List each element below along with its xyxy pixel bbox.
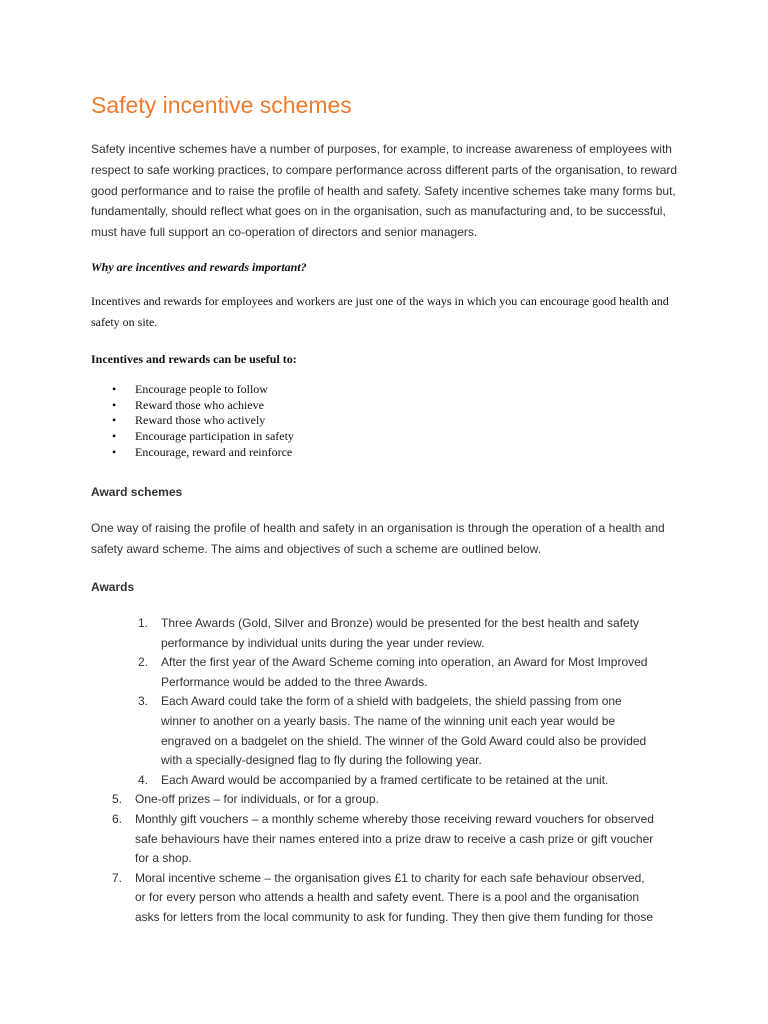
- incentive-item-line: Monthly gift vouchers – a monthly scheme whereby those receiving reward vouchers for observed: [135, 811, 654, 826]
- award-item-line: Three Awards (Gold, Silver and Bronze) would be presented for the best health and safety: [161, 616, 640, 630]
- award-item-line: with a specially-designed flag to fly during the following year.: [161, 753, 482, 768]
- award-item-number: 1.: [138, 616, 149, 630]
- award-item: [0, 692, 654, 770]
- bullet-item: [0, 382, 294, 398]
- bullet-text: Encourage, reward and reinforce: [135, 444, 293, 459]
- awards-heading: Awards: [91, 580, 135, 594]
- award-item: [0, 614, 654, 653]
- bullet-icon: •: [112, 382, 117, 396]
- incentive-item-line: Moral incentive scheme – the organisation gives £1 to charity for each safe behaviour observed,: [135, 870, 645, 885]
- bullet-text: Encourage people to follow: [135, 382, 268, 396]
- award-item-number: 3.: [138, 694, 149, 709]
- incentive-item-line: safe behaviours have their names entered into a prize draw to receive a cash prize or gift voucher: [135, 831, 654, 846]
- award-item-line: engraved on a badgelet on the shield. The winner of the Gold Award could also be provided: [161, 733, 647, 748]
- incentive-item-line: for a shop.: [135, 851, 192, 866]
- bullet-item: [0, 413, 294, 429]
- award-item-line: Each Award would be accompanied by a framed certificate to be retained at the unit.: [161, 772, 609, 787]
- incentive-bullet-list: [0, 382, 294, 460]
- bullet-item: [0, 429, 294, 445]
- incentive-item: [0, 869, 654, 928]
- bullet-text: Reward those who actively: [135, 413, 266, 428]
- award-item: [0, 771, 654, 791]
- award-item-number: 4.: [138, 772, 149, 787]
- bullet-icon: •: [112, 429, 117, 444]
- awards-list: [0, 614, 654, 928]
- award-schemes-paragraph: One way of raising the profile of health and safety in an organisation is through the operation of a health and safety award scheme. The aims and objectives of such a scheme are outlined below.: [91, 521, 665, 556]
- bullet-icon: •: [112, 413, 117, 428]
- incentive-item: [0, 790, 654, 810]
- page-title: Safety incentive schemes: [91, 92, 352, 118]
- award-item-number: 2.: [138, 655, 149, 670]
- incentive-item-number: 6.: [112, 811, 123, 826]
- award-item-line: winner to another on a yearly basis. The name of the winning unit each year would be: [161, 713, 616, 728]
- incentive-item-number: 5.: [112, 792, 123, 807]
- award-item-line: After the first year of the Award Scheme coming into operation, an Award for Most Improved: [161, 655, 648, 670]
- incentive-item-line: or for every person who attends a health and safety event. There is a pool and the organisation: [135, 890, 640, 905]
- incentive-item-line: asks for letters from the local community to ask for funding. They then give them funding for those: [135, 909, 654, 924]
- bullet-text: Reward those who achieve: [135, 397, 264, 412]
- incentive-item-line: One-off prizes – for individuals, or for a group.: [135, 792, 379, 807]
- bullet-item: [0, 398, 294, 414]
- intro-paragraph: Safety incentive schemes have a number of purposes, for example, to increase awareness of employees with respect to safe working practices, to compare performance across different parts of the organisation, to reward good performance and to raise the profile of health and safety. Safety incentive schemes take many forms but, fundamentally, should reflect what goes on in the organisation, such as manufacturing and, to be successful, must have full support an co-operation of directors and senior managers.: [91, 142, 678, 240]
- bullet-icon: •: [112, 397, 117, 412]
- award-item-line: performance by individual units during the year under review.: [161, 635, 485, 650]
- incentive-item: [0, 810, 654, 869]
- award-schemes-heading: Award schemes: [91, 485, 183, 499]
- useful-heading: Incentives and rewards can be useful to:: [91, 352, 297, 366]
- award-item-line: Performance would be added to the three Awards.: [161, 674, 428, 689]
- bullet-icon: •: [112, 444, 117, 459]
- bullet-item: [0, 445, 294, 461]
- question-paragraph: Incentives and rewards for employees and workers are just one of the ways in which you can encourage good health and safety on site.: [91, 294, 669, 329]
- question-heading: Why are incentives and rewards important?: [91, 260, 307, 274]
- award-item: [0, 653, 654, 692]
- bullet-text: Encourage participation in safety: [135, 429, 294, 444]
- award-item-line: Each Award could take the form of a shield with badgelets, the shield passing from one: [161, 694, 622, 709]
- incentive-item-number: 7.: [112, 870, 123, 885]
